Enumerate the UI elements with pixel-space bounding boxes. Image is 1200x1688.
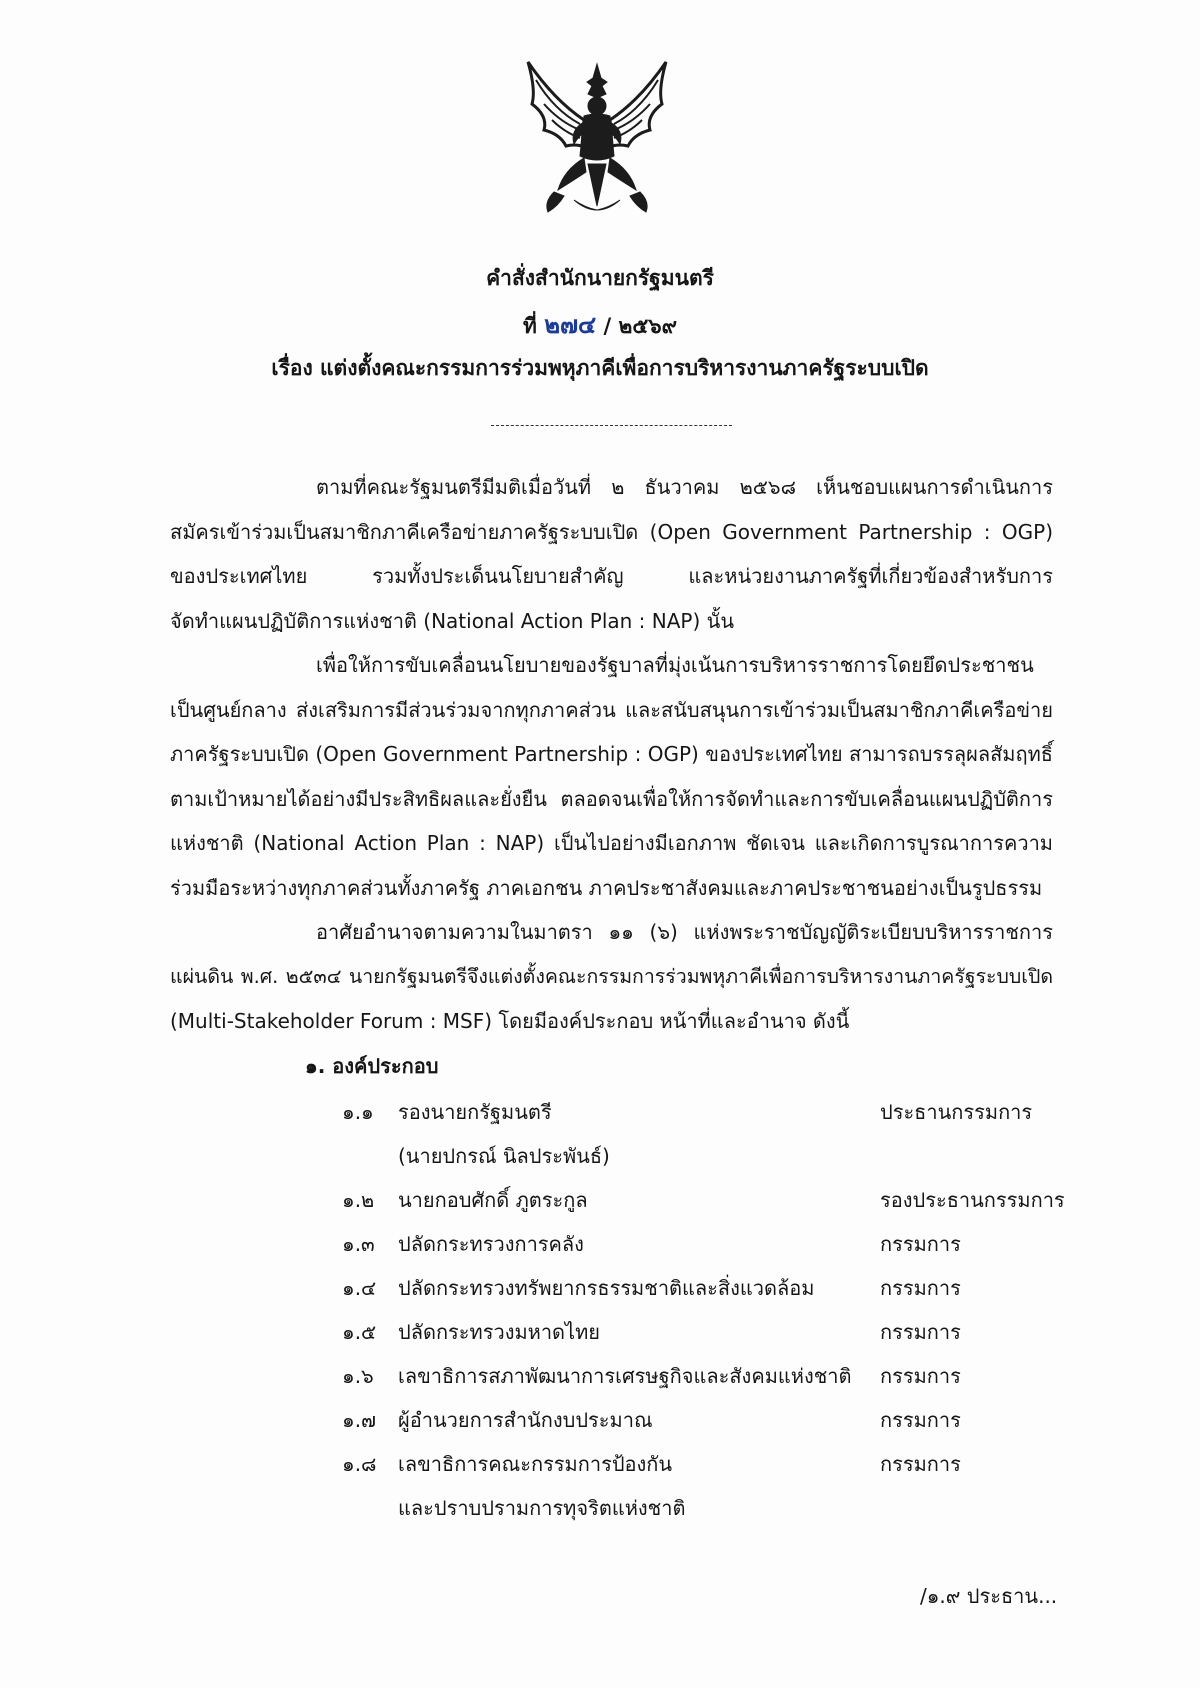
member-row <box>0 1134 1200 1178</box>
member-number: ๑.๒ <box>342 1188 375 1212</box>
member-number: ๑.๘ <box>342 1452 377 1476</box>
member-position: รองประธานกรรมการ <box>880 1188 1065 1212</box>
paragraph-3 <box>170 910 1053 1044</box>
member-name: (นายปกรณ์ นิลประพันธ์) <box>398 1144 610 1168</box>
member-position: กรรมการ <box>880 1408 961 1432</box>
member-name: นายกอบศักดิ์ ภูตระกูล <box>398 1188 588 1212</box>
paragraph-line: ตามที่คณะรัฐมนตรีมีมติเมื่อวันที่ ๒ ธันวาคม ๒๕๖๘ เห็นชอบแผนการดำเนินการ <box>316 475 1053 499</box>
paragraph-line: ตามเป้าหมายได้อย่างมีประสิทธิผลและยั่งยืน ตลอดจนเพื่อให้การจัดทำและการขับเคลื่อนแผนปฏิบัติการ <box>170 786 1053 811</box>
member-name: ปลัดกระทรวงทรัพยากรธรรมชาติและสิ่งแวดล้อม <box>398 1276 815 1300</box>
order-year: / ๒๕๖๙ <box>603 314 677 338</box>
garuda-emblem-icon <box>514 60 680 220</box>
member-position: กรรมการ <box>880 1232 961 1256</box>
member-name: รองนายกรัฐมนตรี <box>398 1100 552 1124</box>
member-row <box>0 1442 1200 1486</box>
paragraph-line: แผ่นดิน พ.ศ. ๒๕๓๔ นายกรัฐมนตรีจึงแต่งตั้งคณะกรรมการร่วมพหุภาคีเพื่อการบริหารงานภาครัฐระบบเปิด <box>170 964 1053 988</box>
paragraph-line: เป็นศูนย์กลาง ส่งเสริมการมีส่วนร่วมจากทุกภาคส่วน และสนับสนุนการเข้าร่วมเป็นสมาชิกภาคีเครือข่าย <box>170 697 1053 722</box>
member-row <box>0 1266 1200 1310</box>
member-row <box>0 1354 1200 1398</box>
member-number: ๑.๓ <box>342 1232 375 1256</box>
paragraph-line: อาศัยอำนาจตามความในมาตรา ๑๑ (๖) แห่งพระราชบัญญัติระเบียบบริหารราชการ <box>316 920 1053 944</box>
section-heading: ๑. องค์ประกอบ <box>305 1054 439 1078</box>
member-name: เลขาธิการสภาพัฒนาการเศรษฐกิจและสังคมแห่งชาติ <box>398 1364 852 1388</box>
member-row <box>0 1398 1200 1442</box>
member-row <box>0 1310 1200 1354</box>
member-row <box>0 1486 1200 1530</box>
divider <box>491 425 732 426</box>
order-number-prefix: ที่ <box>523 314 537 338</box>
order-number: ๒๗๔ <box>544 311 597 339</box>
member-name: ผู้อำนวยการสำนักงบประมาณ <box>398 1408 653 1432</box>
member-number: ๑.๗ <box>342 1408 377 1432</box>
paragraph-line: ร่วมมือระหว่างทุกภาคส่วนทั้งภาครัฐ ภาคเอกชน ภาคประชาสังคมและภาคประชาชนอย่างเป็นรูปธรรม <box>170 875 1043 900</box>
order-number-line <box>0 305 1200 344</box>
member-number: ๑.๔ <box>342 1276 377 1300</box>
continuation-marker: /๑.๙ ประธาน... <box>920 1584 1058 1608</box>
paragraph-line: ภาครัฐระบบเปิด (Open Government Partnership : OGP) ของประเทศไทย สามารถบรรลุผลสัมฤทธิ์ <box>170 742 1053 767</box>
member-name: ปลัดกระทรวงมหาดไทย <box>398 1320 601 1344</box>
paragraph-line: (Multi-Stakeholder Forum : MSF) โดยมีองค์ประกอบ หน้าที่และอำนาจ ดังนี้ <box>170 1009 850 1034</box>
paragraph-line: เพื่อให้การขับเคลื่อนนโยบายของรัฐบาลที่มุ่งเน้นการบริหารราชการโดยยึดประชาชน <box>316 653 1034 677</box>
member-row <box>0 1090 1200 1134</box>
paragraph-line: แห่งชาติ (National Action Plan : NAP) เป็นไปอย่างมีเอกภาพ ชัดเจน และเกิดการบูรณาการความ <box>170 831 1053 856</box>
member-position: กรรมการ <box>880 1364 961 1388</box>
paragraph-line: จัดทำแผนปฏิบัติการแห่งชาติ (National Action Plan : NAP) นั้น <box>170 608 734 633</box>
member-position: กรรมการ <box>880 1320 961 1344</box>
member-position: กรรมการ <box>880 1276 961 1300</box>
paragraph-line: สมัครเข้าร่วมเป็นสมาชิกภาคีเครือข่ายภาครัฐระบบเปิด (Open Government Partnership : OGP) <box>170 519 1053 544</box>
order-title: คำสั่งสำนักนายกรัฐมนตรี <box>486 266 714 290</box>
order-subject: เรื่อง แต่งตั้งคณะกรรมการร่วมพหุภาคีเพื่อการบริหารงานภาครัฐระบบเปิด <box>271 356 929 380</box>
paragraph-1 <box>170 465 1053 643</box>
member-position: กรรมการ <box>880 1452 961 1476</box>
member-name: และปราบปรามการทุจริตแห่งชาติ <box>398 1496 686 1520</box>
member-position: ประธานกรรมการ <box>880 1100 1033 1124</box>
member-name: เลขาธิการคณะกรรมการป้องกัน <box>398 1452 673 1476</box>
paragraph-2 <box>170 643 1053 911</box>
member-number: ๑.๕ <box>342 1320 377 1344</box>
member-name: ปลัดกระทรวงการคลัง <box>398 1232 584 1256</box>
member-number: ๑.๑ <box>342 1100 374 1124</box>
member-row <box>0 1222 1200 1266</box>
member-number: ๑.๖ <box>342 1364 374 1388</box>
member-row <box>0 1178 1200 1222</box>
paragraph-line: ของประเทศไทย รวมทั้งประเด็นนโยบายสำคัญ และหน่วยงานภาครัฐที่เกี่ยวข้องสำหรับการ <box>170 564 1053 589</box>
